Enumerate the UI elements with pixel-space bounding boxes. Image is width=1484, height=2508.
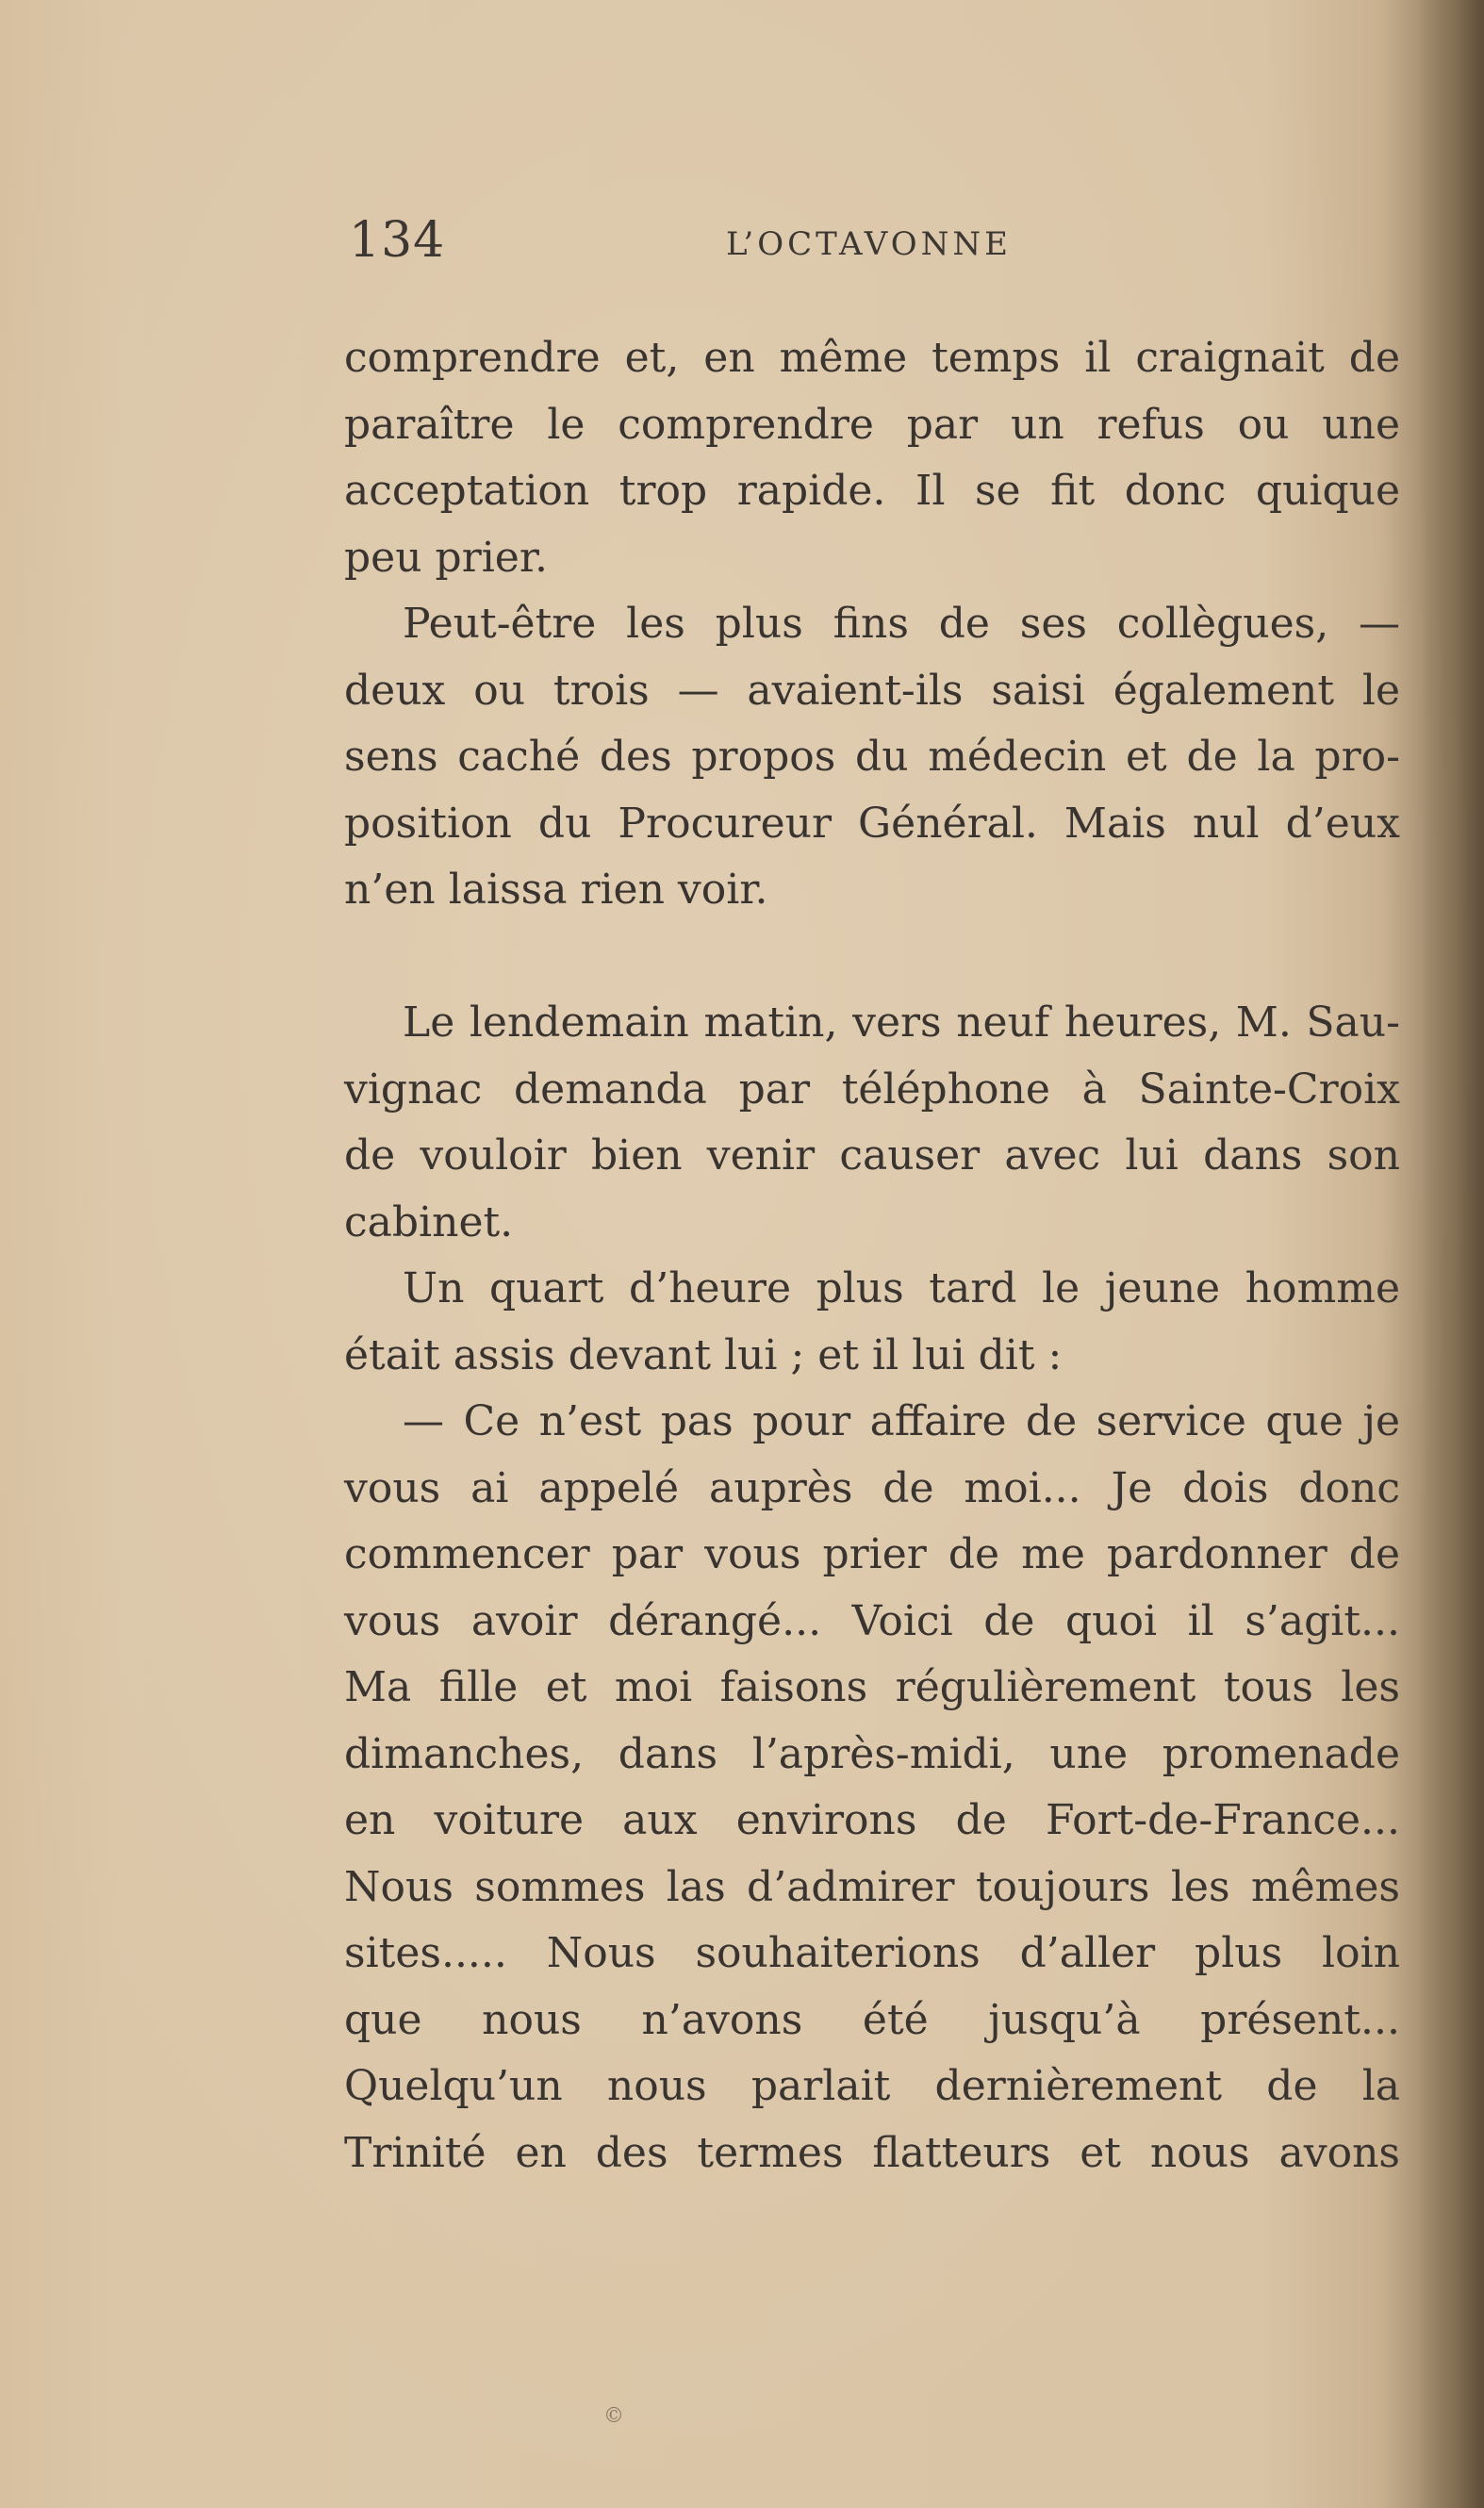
text-line: n’en laissa rien voir. (344, 866, 768, 914)
text-line: commencer par vous prier de me pardonner de (344, 1530, 1400, 1578)
text-line: que nous n’avons été jusqu’à présent... (344, 1995, 1400, 2044)
text-line: Nous sommes las d’admirer toujours les mêmes (344, 1862, 1400, 1911)
page-header (349, 212, 1391, 278)
text-line: sens caché des propos du médecin et de la pro- (344, 733, 1400, 781)
text-line: Un quart d’heure plus tard le jeune homme (403, 1264, 1400, 1312)
text-line: vignac demanda par téléphone à Sainte-Croix (344, 1064, 1400, 1114)
text-line: comprendre et, en même temps il craignait de (344, 334, 1400, 382)
ink-smudge: © (603, 2404, 624, 2428)
binding-shadow (1418, 0, 1484, 2508)
text-line: deux ou trois — avaient-ils saisi également le (344, 666, 1400, 715)
text-line: acceptation trop rapide. Il se fit donc quique (344, 467, 1400, 515)
text-line: Trinité en des termes flatteurs et nous avons (344, 2128, 1400, 2177)
text-line: cabinet. (344, 1197, 514, 1246)
page-number: 134 (349, 212, 446, 269)
running-title: L’OCTAVONNE (726, 225, 1012, 263)
text-line: en voiture aux environs de Fort-de-France... (344, 1796, 1400, 1844)
body-text (344, 325, 1400, 2186)
text-line: position du Procureur Général. Mais nul d’eux (344, 799, 1400, 848)
text-line: était assis devant lui ; et il lui dit : (344, 1330, 1063, 1379)
text-line: Peut-être les plus fins de ses collègues, — (403, 600, 1400, 648)
text-line: vous avoir dérangé... Voici de quoi il s’agit... (344, 1596, 1400, 1645)
section-break (344, 924, 1400, 991)
text-line: Ma fille et moi faisons régulièrement tous les (344, 1663, 1400, 1711)
text-line: vous ai appelé auprès de moi... Je dois donc (344, 1463, 1400, 1512)
text-line: dimanches, dans l’après-midi, une promenade (344, 1729, 1400, 1778)
text-line: de vouloir bien venir causer avec lui dans son (344, 1131, 1400, 1180)
text-line: peu prier. (344, 533, 549, 582)
text-line: sites..... Nous souhaiterions d’aller plus loin (344, 1929, 1400, 1977)
text-line: Le lendemain matin, vers neuf heures, M. Sau- (403, 998, 1400, 1047)
text-line: Quelqu’un nous parlait dernièrement de la (344, 2062, 1400, 2110)
text-line: — Ce n’est pas pour affaire de service que je (403, 1397, 1400, 1445)
text-line: paraître le comprendre par un refus ou une (344, 400, 1400, 449)
